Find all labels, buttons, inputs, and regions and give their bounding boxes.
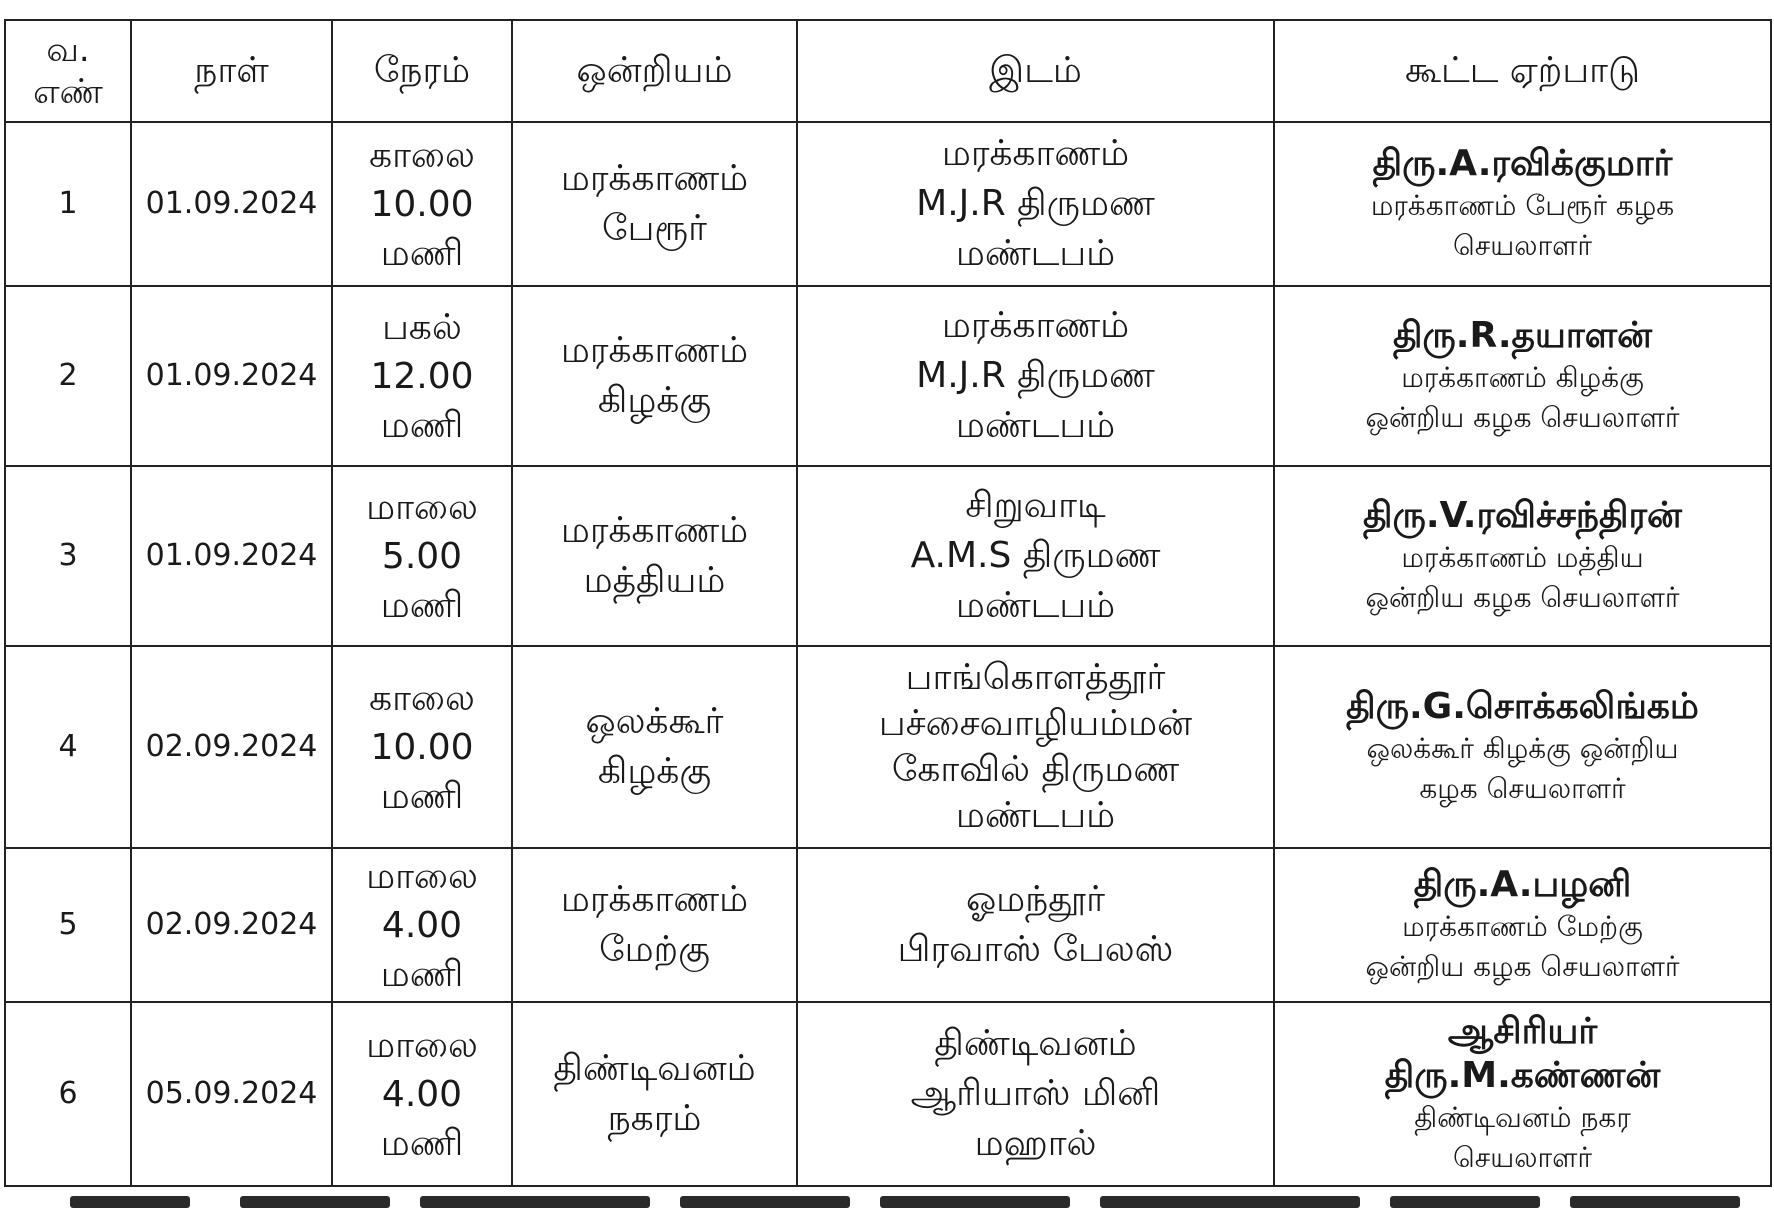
meeting-time: மாலை 5.00 மணி	[332, 466, 512, 646]
meeting-schedule-table	[4, 19, 1772, 1187]
organizer-title: மரக்காணம் மத்திய ஒன்றிய கழக செயலாளர்	[1365, 541, 1680, 614]
organizer	[1274, 1002, 1771, 1186]
union-name: ஒலக்கூர் கிழக்கு	[512, 646, 797, 848]
organizer-name: திரு.M.கண்ணன்	[1384, 1055, 1661, 1096]
meeting-date: 01.09.2024	[131, 466, 332, 646]
organizer-title: ஒலக்கூர் கிழக்கு ஒன்றிய கழக செயலாளர்	[1366, 732, 1679, 805]
meeting-time: பகல் 12.00 மணி	[332, 286, 512, 466]
organizer-name: திரு.A.பழனி	[1413, 864, 1632, 905]
meeting-time: காலை 10.00 மணி	[332, 646, 512, 848]
union-name: மரக்காணம் பேரூர்	[512, 122, 797, 286]
organizer	[1274, 466, 1771, 646]
table-row	[5, 466, 1771, 646]
organizer	[1274, 122, 1771, 286]
organizer-title: மரக்காணம் பேரூர் கழக செயலாளர்	[1370, 189, 1675, 262]
serial-number: 5	[5, 848, 131, 1002]
organizer-title: மரக்காணம் கிழக்கு ஒன்றிய கழக செயலாளர்	[1365, 361, 1680, 434]
meeting-date: 05.09.2024	[131, 1002, 332, 1186]
serial-number: 3	[5, 466, 131, 646]
venue: ஓமந்தூர் பிரவாஸ் பேலஸ்	[797, 848, 1274, 1002]
header-place: இடம்	[797, 20, 1274, 122]
table-row	[5, 286, 1771, 466]
table-row	[5, 848, 1771, 1002]
serial-number: 6	[5, 1002, 131, 1186]
header-union: ஒன்றியம்	[512, 20, 797, 122]
organizer-title: மரக்காணம் மேற்கு ஒன்றிய கழக செயலாளர்	[1365, 910, 1680, 983]
meeting-date: 02.09.2024	[131, 646, 332, 848]
venue: பாங்கொளத்தூர் பச்சைவாழியம்மன் கோவில் திருமண மண்டபம்	[797, 646, 1274, 848]
organizer-name: திரு.A.ரவிக்குமார்	[1372, 143, 1673, 184]
meeting-date: 01.09.2024	[131, 122, 332, 286]
union-name: மரக்காணம் மேற்கு	[512, 848, 797, 1002]
cropped-text-line	[0, 1196, 1774, 1214]
meeting-time: காலை 10.00 மணி	[332, 122, 512, 286]
header-date: நாள்	[131, 20, 332, 122]
union-name: திண்டிவனம் நகரம்	[512, 1002, 797, 1186]
header-serial: வ. எண்	[5, 20, 131, 122]
union-name: மரக்காணம் மத்தியம்	[512, 466, 797, 646]
meeting-time: மாலை 4.00 மணி	[332, 1002, 512, 1186]
meeting-date: 02.09.2024	[131, 848, 332, 1002]
organizer-name: திரு.R.தயாளன்	[1392, 315, 1653, 356]
organizer	[1274, 848, 1771, 1002]
organizer-prefix: ஆசிரியர்	[1447, 1011, 1598, 1052]
meeting-time: மாலை 4.00 மணி	[332, 848, 512, 1002]
organizer	[1274, 646, 1771, 848]
header-organizer: கூட்ட ஏற்பாடு	[1274, 20, 1771, 122]
organizer-name: திரு.V.ரவிச்சந்திரன்	[1363, 495, 1682, 536]
table-row	[5, 122, 1771, 286]
organizer-title: திண்டிவனம் நகர செயலாளர்	[1414, 1101, 1631, 1174]
venue: சிறுவாடி A.M.S திருமண மண்டபம்	[797, 466, 1274, 646]
union-name: மரக்காணம் கிழக்கு	[512, 286, 797, 466]
serial-number: 1	[5, 122, 131, 286]
venue: மரக்காணம் M.J.R திருமண மண்டபம்	[797, 122, 1274, 286]
venue: திண்டிவனம் ஆரியாஸ் மினி மஹால்	[797, 1002, 1274, 1186]
table-row	[5, 646, 1771, 848]
table-row	[5, 1002, 1771, 1186]
serial-number: 2	[5, 286, 131, 466]
venue: மரக்காணம் M.J.R திருமண மண்டபம்	[797, 286, 1274, 466]
table-header-row	[5, 20, 1771, 122]
organizer-name: திரு.G.சொக்கலிங்கம்	[1346, 686, 1699, 727]
organizer	[1274, 286, 1771, 466]
meeting-date: 01.09.2024	[131, 286, 332, 466]
serial-number: 4	[5, 646, 131, 848]
header-time: நேரம்	[332, 20, 512, 122]
